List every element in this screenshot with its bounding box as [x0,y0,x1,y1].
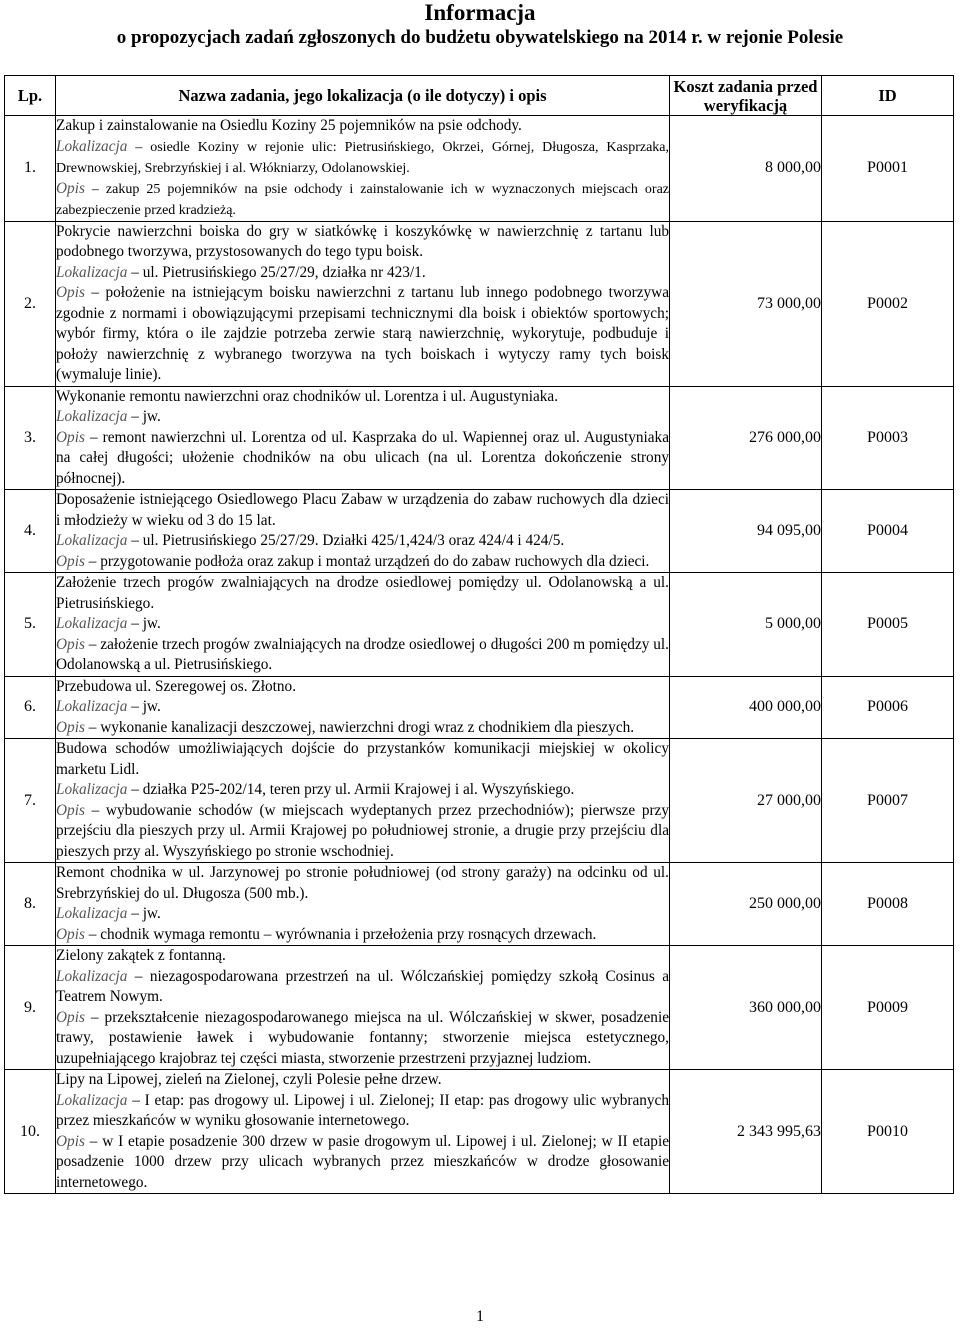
task-description-cell [56,946,670,1070]
row-number: 9. [5,946,56,1070]
task-cost: 276 000,00 [670,386,822,490]
task-description-cell [56,573,670,677]
column-header-cost: Koszt zadania przed weryfikacją [670,76,822,116]
proposals-table [4,75,954,1194]
location-text: – jw. [127,905,161,922]
column-header-id: ID [822,76,954,116]
description-label: Opis [56,179,85,197]
row-number: 3. [5,386,56,490]
task-cost: 73 000,00 [670,221,822,386]
row-number: 1. [5,116,56,222]
description-label: Opis [56,718,85,736]
location-text: – osiedle Koziny w rejonie ulic: Pietrusińskiego, Okrzei, Górnej, Długosza, Kasprzaka, Drewnowskiej, Srebrzyńskiej i al. Włókniarzy, Odolanowskiej. [56,139,669,176]
row-number: 2. [5,221,56,386]
location-text: – jw. [127,698,161,715]
task-title: Założenie trzech progów zwalniających na drodze osiedlowej pomiędzy ul. Odolanowską a ul. Pietrusińskiego. [56,574,669,612]
task-cost: 8 000,00 [670,116,822,222]
location-text: – niezagospodarowana przestrzeń na ul. Wólczańskiej pomiędzy szkołą Cosinus a Teatrem Nowym. [56,967,669,1005]
row-number: 5. [5,573,56,677]
description-label: Opis [56,284,85,301]
location-label: Lokalizacja [56,781,128,798]
description-text: – założenie trzech progów zwalniających na drodze osiedlowej o długości 200 m pomiędzy ul. Odolanowską a ul. Pietrusińskiego. [56,635,669,673]
location-label: Lokalizacja [56,1091,128,1109]
task-cost: 2 343 995,63 [670,1070,822,1194]
column-header-lp: Lp. [5,76,56,116]
row-number: 7. [5,739,56,863]
column-header-name: Nazwa zadania, jego lokalizacja (o ile dotyczy) i opis [56,76,670,116]
document-title: Informacja [424,0,536,25]
description-text: – przygotowanie podłoża oraz zakup i montaż urządzeń do do zabaw ruchowych dla dzieci. [84,552,650,570]
location-label: Lokalizacja [56,905,128,922]
task-title: Zakup i zainstalowanie na Osiedlu Koziny 25 pojemników na psie odchody. [56,117,522,134]
description-text: – przekształcenie niezagospodarowanego miejsca na ul. Wólczańskiej w skwer, posadzenie trawy, postawienie ławek i wybudowanie fontanny; stworzenie miejsca estetycznego, uzupełniającego krajobraz tej części miasta, stworzenie przestrzeni przyjaznej ludziom. [56,1008,669,1067]
description-text: – wykonanie kanalizacji deszczowej, nawierzchni drogi wraz z chodnikiem dla pieszych. [84,718,635,736]
description-text: – remont nawierzchni ul. Lorentza od ul. Kasprzaka do ul. Wapiennej oraz ul. Augustyniaka na całej długości; ułożenie chodników na obu ulicach (na ul. Lorentza dokończenie strony północnej). [56,428,669,487]
description-text: – wybudowanie schodów (w miejscach wydeptanych przez przechodniów); pierwsze przy przejściu dla pieszych przy ul. Armii Krajowej po południowej stronie, a drugie przy przejściu dla pieszych przy al. Wyszyńskiego po stronie wschodniej. [56,801,669,860]
task-cost: 5 000,00 [670,573,822,677]
location-text: – jw. [127,615,161,632]
task-description-cell [56,386,670,490]
table-row [5,946,954,1070]
location-text: – jw. [127,408,161,425]
task-title: Budowa schodów umożliwiających dojście do przystanków komunikacji miejskiej w okolicy marketu Lidl. [56,740,669,778]
task-id: P0009 [822,946,954,1070]
row-number: 10. [5,1070,56,1194]
location-text: – I etap: pas drogowy ul. Lipowej i ul. Zielonej; II etap: pas drogowy ulic wybranych przez mieszkańców w wyniku głosowanie internetowego. [56,1091,669,1129]
task-id: P0002 [822,221,954,386]
task-title: Zielony zakątek z fontanną. [56,947,226,964]
task-title: Lipy na Lipowej, zieleń na Zielonej, czyli Polesie pełne drzew. [56,1071,442,1088]
task-description-cell [56,1070,670,1194]
task-cost: 94 095,00 [670,490,822,573]
task-id: P0001 [822,116,954,222]
table-row [5,676,954,739]
table-header-row [5,76,954,116]
task-description-cell [56,863,670,946]
table-row [5,386,954,490]
description-label: Opis [56,1008,85,1026]
task-title: Wykonanie remontu nawierzchni oraz chodników ul. Lorentza i ul. Augustyniaka. [56,387,559,405]
location-text: – ul. Pietrusińskiego 25/27/29. Działki 425/1,424/3 oraz 424/4 i 424/5. [127,532,565,549]
description-label: Opis [56,428,85,446]
description-text: – położenie na istniejącym boisku nawierzchni z tartanu lub innego podobnego tworzywa zgodnie z normami i obowiązującymi przepisami technicznymi dla boisk i obiektów sportowych; wybór firmy, która o ile zajdzie potrzeba zerwie starą nawierzchnię, wykorytuje, podbuduje i położy nawierzchnię z wybranego tworzywa na tych boiskach i wytyczy ramy tych boisk (wymaluje linie). [56,284,669,383]
task-description-cell [56,676,670,739]
location-label: Lokalizacja [56,698,128,715]
task-title: Remont chodnika w ul. Jarzynowej po stronie południowej (od strony garaży) na odcinku od ul. Srebrzyńskiej do ul. Długosza (500 mb.). [56,864,669,902]
table-row [5,221,954,386]
description-text: – w I etapie posadzenie 300 drzew w pasie drogowym ul. Lipowej i ul. Zielonej; w II etapie posadzenie 1000 drzew przy ulicach wybranych przez mieszkańców w drodze głosowanie internetowego. [56,1132,669,1191]
task-id: P0007 [822,739,954,863]
location-text: – ul. Pietrusińskiego 25/27/29, działka nr 423/1. [127,263,426,281]
location-label: Lokalizacja [56,408,128,425]
location-label: Lokalizacja [56,137,128,155]
location-text: – działka P25-202/14, teren przy ul. Armii Krajowej i al. Wyszyńskiego. [127,781,575,798]
task-cost: 27 000,00 [670,739,822,863]
task-id: P0005 [822,573,954,677]
location-label: Lokalizacja [56,263,128,281]
task-cost: 400 000,00 [670,676,822,739]
task-id: P0010 [822,1070,954,1194]
document-subtitle: o propozycjach zadań zgłoszonych do budżetu obywatelskiego na 2014 r. w rejonie Polesie [116,27,844,48]
location-label: Lokalizacja [56,967,128,985]
description-text: – zakup 25 pojemników na psie odchody i zainstalowanie ich w wyznaczonych miejscach oraz zabezpieczenie przed kradzieżą. [56,181,669,218]
task-description-cell [56,490,670,573]
page-number: 1 [476,1308,484,1325]
task-title: Pokrycie nawierzchni boiska do gry w siatkówkę i koszykówkę w nawierzchnię z tartanu lub podobnego tworzywa, przystosowanych do tego typu boisk. [56,222,669,260]
table-row [5,116,954,222]
table-row [5,573,954,677]
row-number: 6. [5,676,56,739]
description-label: Opis [56,552,85,570]
location-label: Lokalizacja [56,615,128,632]
task-description-cell [56,221,670,386]
description-text: – chodnik wymaga remontu – wyrównania i przełożenia przy rosnących drzewach. [84,925,597,943]
table-row [5,739,954,863]
task-id: P0008 [822,863,954,946]
row-number: 8. [5,863,56,946]
location-label: Lokalizacja [56,532,128,549]
description-label: Opis [56,635,85,653]
task-description-cell [56,116,670,222]
task-id: P0003 [822,386,954,490]
table-row [5,1070,954,1194]
description-label: Opis [56,1132,85,1150]
task-id: P0006 [822,676,954,739]
task-cost: 360 000,00 [670,946,822,1070]
description-label: Opis [56,801,85,819]
task-cost: 250 000,00 [670,863,822,946]
description-label: Opis [56,925,85,943]
task-title: Doposażenie istniejącego Osiedlowego Placu Zabaw w urządzenia do zabaw ruchowych dla dzieci i młodzieży w wieku od 3 do 15 lat. [56,491,669,529]
table-row [5,863,954,946]
task-description-cell [56,739,670,863]
row-number: 4. [5,490,56,573]
task-title: Przebudowa ul. Szeregowej os. Złotno. [56,677,297,695]
table-row [5,490,954,573]
task-id: P0004 [822,490,954,573]
